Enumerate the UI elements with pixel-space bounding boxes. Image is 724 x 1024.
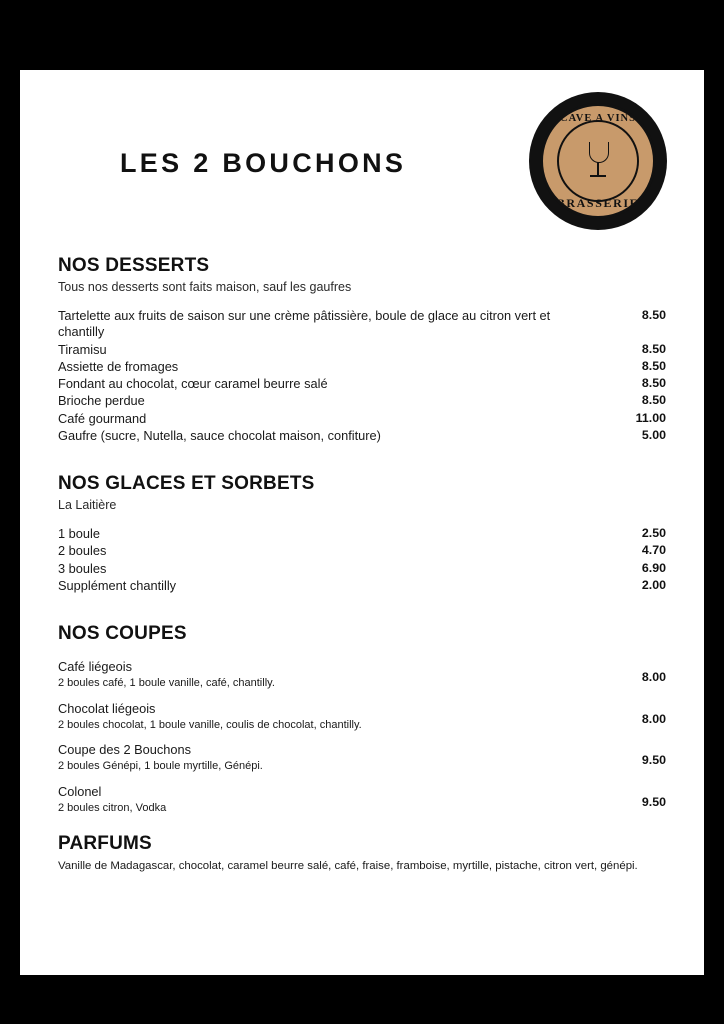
section-note-desserts: Tous nos desserts sont faits maison, sauf les gaufres	[58, 280, 352, 294]
item-name: Gaufre (sucre, Nutella, sauce chocolat maison, confiture)	[58, 427, 381, 443]
section-items-glaces	[58, 526, 666, 594]
item-name: Tartelette aux fruits de saison sur une crème pâtissière, boule de glace au citron vert et chantilly	[58, 308, 551, 340]
item-price: 9.50	[641, 753, 666, 768]
item-description: 2 boules citron, Vodka	[58, 801, 167, 814]
item-price: 2.00	[641, 577, 666, 592]
item-name: 2 boules	[58, 543, 107, 559]
item-name: 1 boule	[58, 526, 100, 541]
item-price: 8.50	[641, 376, 666, 390]
menu-row	[58, 701, 666, 733]
section-note-glaces: La Laitière	[58, 498, 117, 512]
logo-bottom-text: BRASSERIE	[556, 196, 640, 210]
item-price: 8.50	[641, 308, 666, 322]
section-heading-coupes: NOS COUPES	[58, 623, 187, 644]
item-name: Brioche perdue	[58, 393, 145, 409]
item-price: 8.00	[641, 670, 666, 684]
item-description: 2 boules chocolat, 1 boule vanille, coulis de chocolat, chantilly.	[58, 718, 362, 731]
item-price: 4.70	[641, 543, 666, 558]
section-items-coupes	[58, 659, 666, 815]
menu-row	[58, 308, 666, 341]
item-name: Tiramisu	[58, 341, 107, 357]
item-name: Café liégeois	[58, 659, 132, 674]
item-name: 3 boules	[58, 560, 107, 576]
item-price: 2.50	[641, 526, 666, 540]
menu-row	[58, 526, 666, 542]
section-heading-glaces: NOS GLACES ET SORBETS	[58, 473, 315, 494]
menu-row	[58, 376, 666, 392]
restaurant-logo	[529, 92, 667, 230]
menu-row	[58, 784, 666, 816]
item-description: 2 boules café, 1 boule vanille, café, chantilly.	[58, 677, 275, 690]
menu-row	[58, 578, 666, 594]
item-name: Café gourmand	[58, 410, 147, 426]
menu-row	[58, 659, 666, 691]
item-price: 8.00	[641, 711, 666, 726]
item-name: Colonel	[58, 783, 102, 799]
item-price: 5.00	[641, 427, 666, 442]
logo-ring	[540, 103, 656, 219]
item-price: 11.00	[635, 410, 666, 425]
menu-row	[58, 561, 666, 577]
item-name: Assiette de fromages	[58, 358, 179, 374]
item-price: 8.50	[641, 393, 666, 408]
section-items-desserts	[58, 308, 666, 444]
item-name: Chocolat liégeois	[58, 700, 156, 716]
item-price: 9.50	[641, 794, 666, 809]
section-heading-parfums: PARFUMS	[58, 833, 152, 855]
item-name: Supplément chantilly	[58, 577, 177, 593]
item-name: Fondant au chocolat, cœur caramel beurre salé	[58, 376, 328, 391]
menu-row	[58, 428, 666, 444]
item-price: 8.50	[641, 341, 666, 356]
item-name: Coupe des 2 Bouchons	[58, 742, 192, 758]
item-description: 2 boules Génépi, 1 boule myrtille, Génépi.	[58, 760, 263, 773]
menu-row	[58, 543, 666, 559]
item-price: 8.50	[641, 358, 666, 373]
parfums-list: Vanille de Madagascar, chocolat, caramel beurre salé, café, fraise, framboise, myrtille, pistache, citron vert, génépi.	[58, 860, 638, 873]
menu-row	[58, 742, 666, 774]
menu-row	[58, 342, 666, 358]
menu-content	[58, 255, 666, 875]
item-price: 6.90	[641, 560, 666, 575]
menu-row	[58, 411, 666, 427]
menu-row	[58, 393, 666, 409]
wine-glass-icon	[588, 142, 608, 182]
logo-top-text: CAVE A VINS	[560, 113, 636, 124]
page-title: LES 2 BOUCHONS	[120, 148, 407, 178]
section-heading-desserts: NOS DESSERTS	[58, 255, 210, 276]
menu-page	[20, 70, 704, 975]
menu-row	[58, 359, 666, 375]
